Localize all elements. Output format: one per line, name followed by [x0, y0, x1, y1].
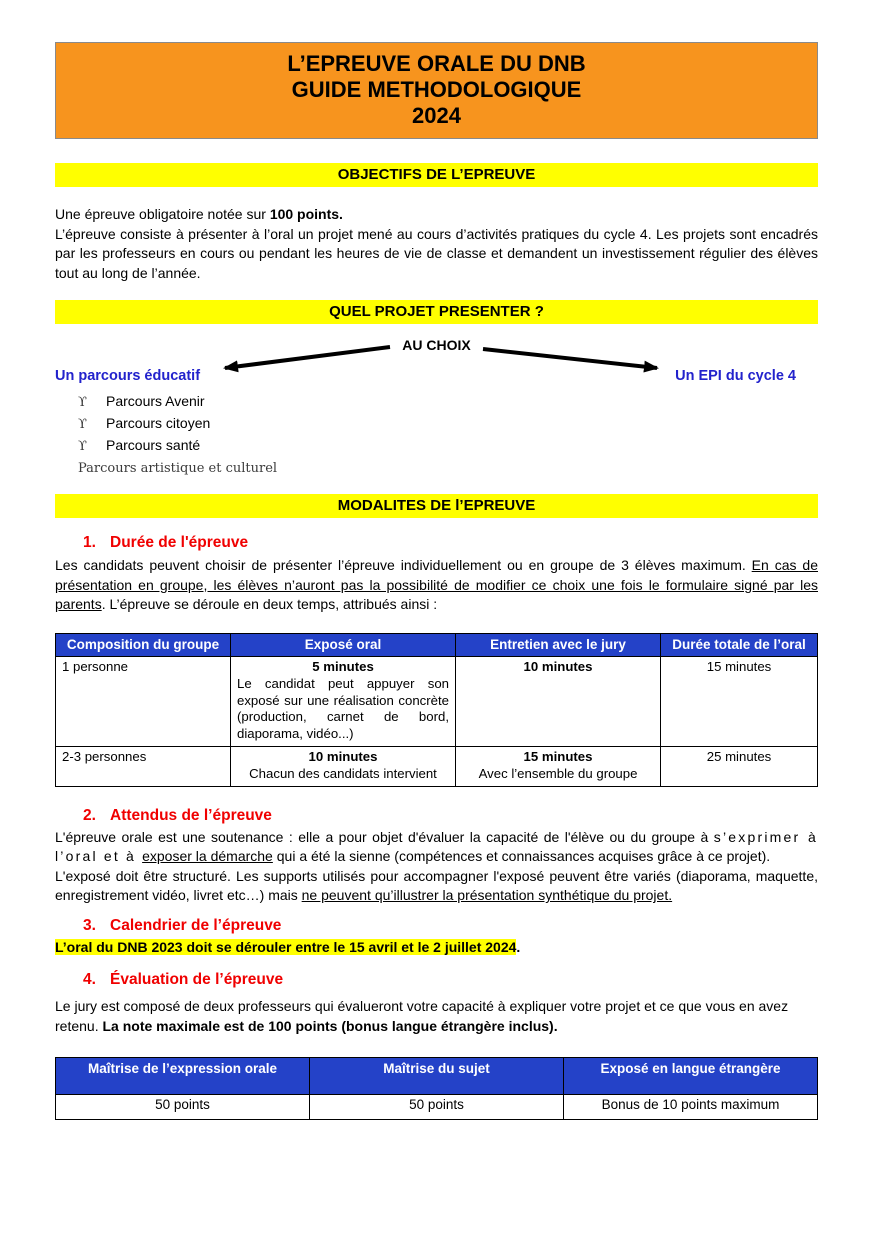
objectifs-paragraph-1	[55, 205, 818, 225]
heading-number: 1.	[83, 534, 96, 551]
table-cell: 50 points	[56, 1095, 310, 1120]
list-item	[78, 391, 818, 413]
text-run-underline: ne peuvent qu’illustrer la présentation synthétique du projet.	[301, 887, 673, 904]
table-cell: Bonus de 10 points maximum	[564, 1095, 818, 1120]
table-row	[56, 1095, 818, 1120]
title-line-2: GUIDE METHODOLOGIQUE	[291, 77, 582, 102]
text-run: L'exposé doit être structuré. Les supports utilisés pour accompagner l'exposé peuvent être variés (diaporama, maquette, enregistrement vidéo, livret etc…) mais	[55, 867, 818, 904]
highlighted-text: L’oral du DNB 2023 doit se dérouler entre le 15 avril et le 2 juillet 2024	[55, 938, 517, 955]
table-cell: 50 points	[310, 1095, 564, 1120]
table-cell: 1 personne	[56, 657, 231, 747]
heading-number: 4.	[83, 971, 96, 989]
attendus-paragraph-2	[55, 867, 818, 906]
table-cell	[456, 746, 661, 786]
duree-paragraph	[55, 556, 818, 615]
title-line-1: L’EPREUVE ORALE DU DNB	[287, 51, 586, 76]
au-choix-diagram	[55, 337, 818, 384]
list-item	[78, 413, 818, 435]
evaluation-paragraph	[55, 997, 818, 1036]
heading-label: Calendrier de l’épreuve	[110, 916, 282, 934]
heading-evaluation-epreuve	[83, 971, 818, 989]
epi-cycle4-label: Un EPI du cycle 4	[675, 368, 796, 384]
bullet-icon: ϒ	[78, 439, 87, 454]
list-item-label: Parcours santé	[106, 437, 201, 453]
section-banner-objectifs: OBJECTIFS DE L’EPREUVE	[55, 163, 818, 187]
au-choix-label: AU CHOIX	[402, 337, 471, 353]
bullet-icon: ϒ	[78, 395, 87, 410]
table-header-cell: Maîtrise de l’expression orale	[56, 1058, 310, 1095]
text-run-spaced: s’exprimer à l’oral et à	[55, 828, 818, 865]
attendus-paragraph-1	[55, 828, 818, 867]
text-run-bold: La note maximale est de 100 points (bonus langue étrangère inclus).	[102, 1017, 558, 1034]
list-item	[78, 435, 818, 457]
table-cell: 25 minutes	[661, 746, 818, 786]
heading-number: 2.	[83, 806, 96, 824]
table-header-row	[56, 1058, 818, 1095]
list-item-label: Parcours citoyen	[106, 415, 211, 431]
cell-note: Le candidat peut appuyer son exposé sur une réalisation concrète (production, carnet de bord, diaporama, vidéo...)	[237, 675, 449, 742]
list-item-label: Parcours Avenir	[106, 393, 205, 409]
cell-note: Avec l’ensemble du groupe	[478, 765, 638, 781]
bullet-icon: Parcours artistique et culturel	[78, 461, 278, 476]
cell-duration: 5 minutes	[312, 659, 374, 674]
bullet-icon: ϒ	[78, 417, 87, 432]
table-header-cell: Maîtrise du sujet	[310, 1058, 564, 1095]
heading-calendrier-epreuve	[83, 917, 818, 935]
text-run: Les candidats peuvent choisir de présenter l’épreuve individuellement ou en groupe de 3 élèves maximum.	[55, 557, 752, 573]
text-run-underline: En cas de présentation en groupe, les élèves n’auront pas la possibilité de modifier ce choix une fois le formulaire signé par les parents	[55, 557, 818, 612]
text-run-underline: exposer la démarche	[142, 848, 273, 865]
title-line-3: 2024	[412, 103, 461, 128]
table-header-cell: Composition du groupe	[56, 633, 231, 657]
heading-attendus-epreuve	[83, 807, 818, 825]
table-row	[56, 746, 818, 786]
table-header-cell: Exposé oral	[231, 633, 456, 657]
cell-duration: 15 minutes	[523, 748, 593, 764]
duree-table	[55, 633, 818, 787]
section-banner-modalites: MODALITES DE l’EPREUVE	[55, 494, 818, 518]
document-title-block	[55, 42, 818, 139]
heading-label: Durée de l'épreuve	[110, 534, 249, 551]
heading-label: Attendus de l’épreuve	[110, 806, 272, 824]
parcours-educatif-label: Un parcours éducatif	[55, 368, 201, 384]
text-run-bold: 100 points.	[269, 206, 343, 222]
text-run: Une épreuve obligatoire notée sur	[55, 206, 270, 222]
table-cell	[231, 746, 456, 786]
list-item	[78, 457, 818, 479]
table-cell: 10 minutes	[456, 657, 661, 747]
table-header-cell: Entretien avec le jury	[456, 633, 661, 657]
cell-duration: 10 minutes	[308, 748, 378, 764]
objectifs-paragraph-2: L’épreuve consiste à présenter à l’oral un projet mené au cours d’activités pratiques du cycle 4. Les projets sont encadrés par les professeurs en cours ou pendant les heures de vie de classe et demandent un investissement régulier des élèves tout au long de l’année.	[55, 225, 818, 281]
text-run: Le jury est composé de deux professeurs qui évalueront votre capacité à expliquer votre projet et ce que vous en avez retenu.	[55, 998, 789, 1034]
heading-number: 3.	[83, 916, 96, 934]
text-run: qui a été la sienne (compétences et connaissances acquises grâce à ce projet).	[272, 848, 771, 865]
table-header-cell: Durée totale de l’oral	[661, 633, 818, 657]
calendrier-highlight-line	[55, 938, 818, 958]
table-header-cell: Exposé en langue étrangère	[564, 1058, 818, 1095]
text-run: .	[516, 938, 521, 955]
heading-duree-epreuve	[83, 534, 818, 552]
table-row	[56, 657, 818, 747]
text-run: . L’épreuve se déroule en deux temps, attribués ainsi :	[101, 596, 438, 612]
cell-note: Chacun des candidats intervient	[249, 765, 437, 781]
table-cell	[231, 657, 456, 747]
parcours-list	[55, 391, 818, 479]
heading-label: Évaluation de l’épreuve	[110, 971, 284, 989]
section-banner-projet: QUEL PROJET PRESENTER ?	[55, 300, 818, 324]
notation-table	[55, 1057, 818, 1120]
table-cell: 2-3 personnes	[56, 746, 231, 786]
table-header-row	[56, 633, 818, 657]
table-cell: 15 minutes	[661, 657, 818, 747]
text-run: L'épreuve orale est une soutenance : elle a pour objet d'évaluer la capacité de l'élève ou du groupe à	[55, 828, 714, 845]
